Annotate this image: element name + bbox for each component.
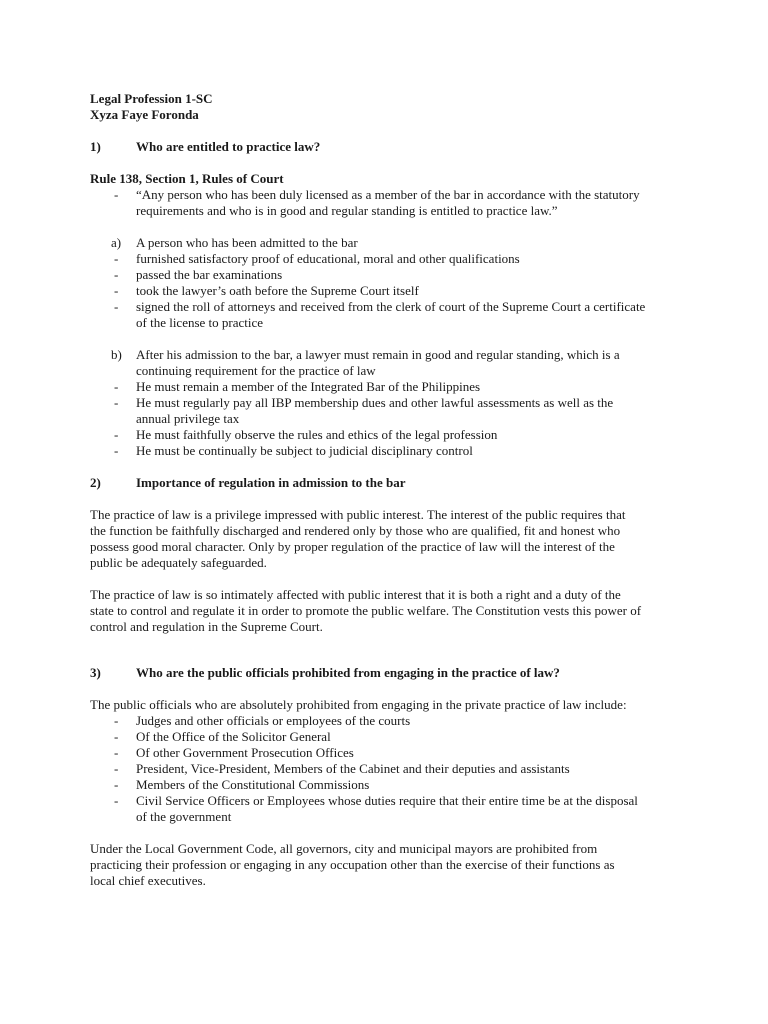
list-item-text: Civil Service Officers or Employees whose duties require that their entire time be at the disposal bbox=[136, 793, 638, 808]
list-marker-b: b) bbox=[111, 347, 122, 362]
paragraph-line: The practice of law is a privilege impressed with public interest. The interest of the public requires that bbox=[90, 507, 626, 522]
list-item-text: signed the roll of attorneys and received from the clerk of court of the Supreme Court a certificate bbox=[136, 299, 646, 314]
bullet-dash: - bbox=[114, 793, 119, 808]
bullet-dash: - bbox=[114, 761, 119, 776]
bullet-dash: - bbox=[114, 729, 119, 744]
list-item-text: Judges and other officials or employees of the courts bbox=[136, 713, 411, 728]
q1-a-lead-text: A person who has been admitted to the bar bbox=[136, 235, 358, 250]
paragraph-line: state to control and regulate it in order to promote the public welfare. The Constitution vests this power of bbox=[90, 603, 642, 618]
list-item-text: took the lawyer’s oath before the Supreme Court itself bbox=[136, 283, 419, 298]
q1-number: 1) bbox=[90, 139, 101, 154]
q1-b-lead-text: continuing requirement for the practice of law bbox=[136, 363, 376, 378]
q3-question: Who are the public officials prohibited from engaging in the practice of law? bbox=[136, 665, 560, 680]
author-name: Xyza Faye Foronda bbox=[90, 107, 199, 122]
bullet-dash: - bbox=[114, 283, 119, 298]
bullet-dash: - bbox=[114, 187, 119, 202]
q2-paragraph-1 bbox=[90, 507, 690, 571]
paragraph-line: practicing their profession or engaging in any occupation other than the exercise of their functions as bbox=[90, 857, 615, 872]
bullet-dash: - bbox=[114, 395, 119, 410]
list-item-text: of the government bbox=[136, 809, 232, 824]
q1-rule-heading: Rule 138, Section 1, Rules of Court bbox=[90, 171, 284, 186]
bullet-dash: - bbox=[114, 777, 119, 792]
bullet-dash: - bbox=[114, 267, 119, 282]
bullet-dash: - bbox=[114, 713, 119, 728]
q1-quote-line: “Any person who has been duly licensed as a member of the bar in accordance with the statutory bbox=[136, 187, 640, 202]
list-item-text: passed the bar examinations bbox=[136, 267, 283, 282]
list-item-text: Members of the Constitutional Commissions bbox=[136, 777, 370, 792]
paragraph-line: public be adequately safeguarded. bbox=[90, 555, 267, 570]
q2-paragraph-2 bbox=[90, 587, 690, 635]
q3-intro: The public officials who are absolutely prohibited from engaging in the private practice of law include: bbox=[90, 697, 627, 712]
list-item-text: Of other Government Prosecution Offices bbox=[136, 745, 354, 760]
paragraph-line: the function be faithfully discharged and rendered only by those who are qualified, fit and honest who bbox=[90, 523, 621, 538]
list-item-text: of the license to practice bbox=[136, 315, 264, 330]
course-title: Legal Profession 1-SC bbox=[90, 91, 213, 106]
q1-quote-line: requirements and who is in good and regular standing is entitled to practice law.” bbox=[136, 203, 558, 218]
bullet-dash: - bbox=[114, 427, 119, 442]
paragraph-line: possess good moral character. Only by proper regulation of the practice of law will the interest of the bbox=[90, 539, 615, 554]
list-item-text: Of the Office of the Solicitor General bbox=[136, 729, 331, 744]
list-item-text: He must faithfully observe the rules and ethics of the legal profession bbox=[136, 427, 498, 442]
bullet-dash: - bbox=[114, 745, 119, 760]
bullet-dash: - bbox=[114, 379, 119, 394]
q1-question: Who are entitled to practice law? bbox=[136, 139, 321, 154]
bullet-dash: - bbox=[114, 299, 119, 314]
q3-number: 3) bbox=[90, 665, 101, 680]
list-item-text: furnished satisfactory proof of educational, moral and other qualifications bbox=[136, 251, 520, 266]
list-marker-a: a) bbox=[111, 235, 122, 250]
list-item-text: President, Vice-President, Members of the Cabinet and their deputies and assistants bbox=[136, 761, 570, 776]
paragraph-line: The practice of law is so intimately affected with public interest that it is both a right and a duty of the bbox=[90, 587, 621, 602]
list-item-text: He must be continually be subject to judicial disciplinary control bbox=[136, 443, 473, 458]
paragraph-line: control and regulation in the Supreme Court. bbox=[90, 619, 323, 634]
list-item-text: He must remain a member of the Integrated Bar of the Philippines bbox=[136, 379, 481, 394]
list-item-text: annual privilege tax bbox=[136, 411, 240, 426]
q2-number: 2) bbox=[90, 475, 101, 490]
paragraph-line: local chief executives. bbox=[90, 873, 206, 888]
bullet-dash: - bbox=[114, 251, 119, 266]
bullet-dash: - bbox=[114, 443, 119, 458]
q2-question: Importance of regulation in admission to the bar bbox=[136, 475, 406, 490]
q1-b-lead-text: After his admission to the bar, a lawyer must remain in good and regular standing, which is a bbox=[136, 347, 620, 362]
q3-closing-paragraph bbox=[90, 841, 690, 889]
list-item-text: He must regularly pay all IBP membership dues and other lawful assessments as well as the bbox=[136, 395, 614, 410]
paragraph-line: Under the Local Government Code, all governors, city and municipal mayors are prohibited from bbox=[90, 841, 598, 856]
